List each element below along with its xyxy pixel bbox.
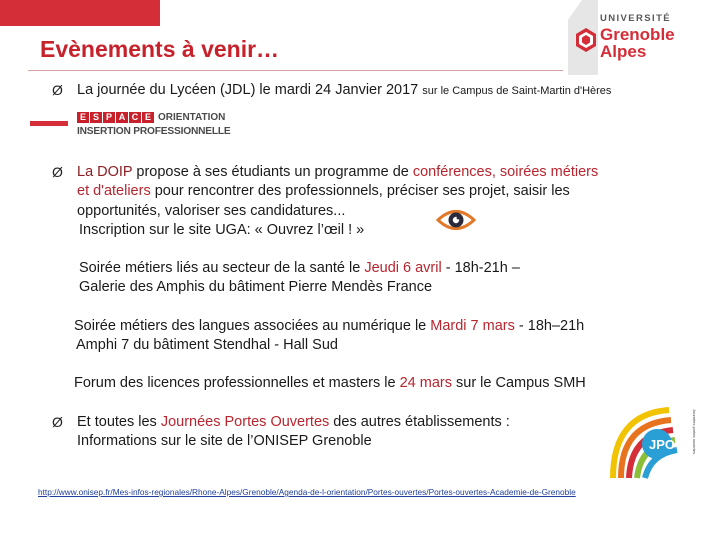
jdl-line — [77, 81, 611, 101]
jdl-location: sur le Campus de Saint-Martin d'Hères — [422, 85, 612, 97]
uga-logo-text — [600, 14, 675, 60]
langues-le: le — [410, 318, 431, 334]
espace-letter: A — [116, 112, 128, 123]
sante-title: Soirée métiers liés au secteur de la santé — [79, 260, 345, 276]
forum-line — [74, 374, 586, 393]
doip-text: propose à ses étudiants un programme de — [132, 164, 413, 180]
eye-icon — [436, 207, 476, 233]
langues-time: - 18h–21h — [514, 318, 585, 334]
title-divider — [28, 70, 563, 71]
jpo-line-2: Informations sur le site de l’ONISEP Grenoble — [77, 433, 372, 449]
espace-orientation-label: ORIENTATION — [158, 112, 226, 123]
doip-line-3: opportunités, valoriser ses candidatures... — [77, 203, 346, 219]
espace-insertion-label: INSERTION PROFESSIONNELLE — [77, 126, 231, 137]
espace-letters — [77, 112, 154, 123]
langues-line-2: Amphi 7 du bâtiment Stendhal - Hall Sud — [76, 337, 338, 353]
doip-text: pour rencontrer des professionnels, préciser ses projet, saisir les — [150, 183, 570, 199]
jpo-line-1 — [77, 413, 510, 432]
logo-line-grenoble: Grenoble — [600, 24, 675, 44]
page-title: Evènements à venir… — [40, 36, 280, 62]
doip-name: La DOIP — [77, 164, 133, 180]
langues-title: Soirée métiers des langues associées au numérique — [74, 318, 411, 334]
bullet-arrow: Ø — [52, 82, 63, 98]
langues-date: Mardi 7 mars — [430, 318, 515, 334]
top-accent-bar — [0, 0, 160, 26]
doip-line-1 — [77, 163, 598, 182]
logo-line-universite: UNIVERSITÉ — [600, 13, 672, 24]
section-accent-bar — [30, 121, 68, 126]
jpo-text-end: des autres établissements : — [329, 414, 510, 430]
espace-letter: P — [103, 112, 115, 123]
sante-line-2: Galerie des Amphis du bâtiment Pierre Mendès France — [79, 279, 433, 295]
jpo-logo-caption: Journées portes ouvertes — [692, 409, 697, 455]
logo-line-alpes: Alpes — [600, 41, 647, 61]
doip-line-2 — [77, 182, 570, 201]
espace-letter: C — [129, 112, 141, 123]
onisep-link[interactable]: http://www.onisep.fr/Mes-infos-regionales/Rhone-Alpes/Grenoble/Agenda-de-l-orientation/Portes-ouvertes/Portes-ouvertes-Academie-de-Grenoble — [38, 487, 576, 497]
forum-title: Forum des licences professionnelles et masters — [74, 375, 381, 391]
doip-line-4: Inscription sur le site UGA: « Ouvrez l’œil ! » — [79, 222, 365, 238]
jpo-logo-text: JPO — [649, 437, 676, 452]
sante-le: le — [344, 260, 365, 276]
bullet-arrow: Ø — [52, 414, 63, 430]
langues-line-1 — [74, 317, 584, 336]
espace-orientation-logo — [77, 112, 235, 142]
sante-date: Jeudi 6 avril — [364, 260, 442, 276]
doip-highlight: conférences, soirées métiers — [412, 164, 599, 180]
jpo-highlight: Journées Portes Ouvertes — [160, 414, 330, 430]
forum-place: sur le Campus SMH — [451, 375, 586, 391]
espace-letter: S — [90, 112, 102, 123]
espace-letter: E — [77, 112, 89, 123]
doip-ateliers: et d'ateliers — [77, 183, 151, 199]
jpo-onisep-logo — [609, 404, 699, 484]
bullet-arrow: Ø — [52, 164, 63, 180]
forum-le: le — [380, 375, 400, 391]
sante-line-1 — [79, 259, 520, 278]
jpo-text: Et toutes les — [77, 414, 161, 430]
sante-time: - 18h-21h – — [441, 260, 520, 276]
espace-letter: E — [142, 112, 154, 123]
forum-date: 24 mars — [399, 375, 452, 391]
jdl-text: La journée du Lycéen (JDL) le mardi 24 Janvier 2017 — [77, 82, 419, 98]
